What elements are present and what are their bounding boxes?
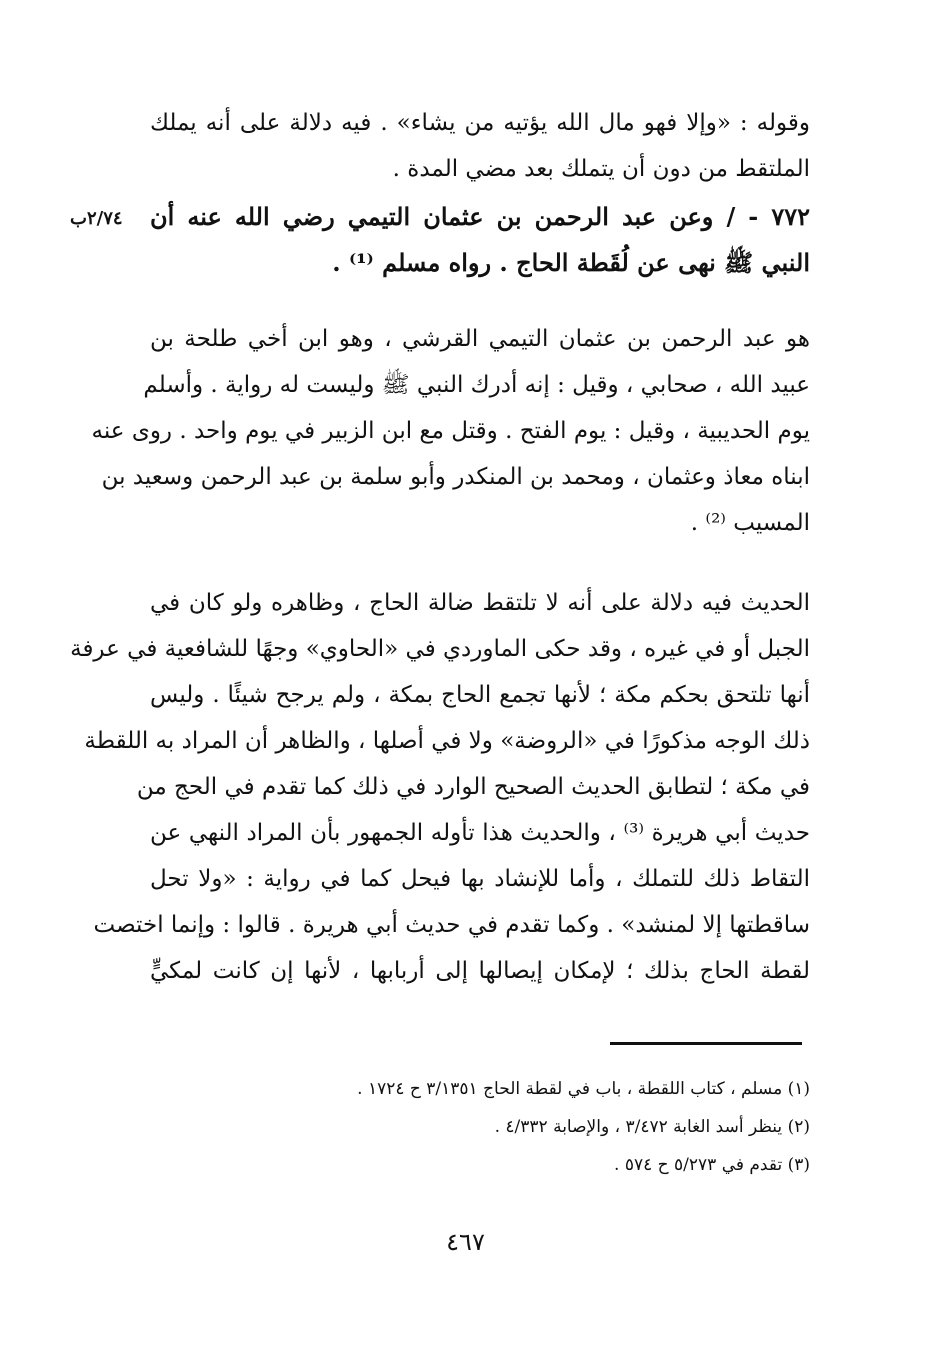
text-line: ابناه معاذ وعثمان ، ومحمد بن المنكدر وأبو سلمة بن عبد الرحمن وسعيد بن [101, 464, 810, 490]
text-line: الحديث فيه دلالة على أنه لا تلتقط ضالة الحاج ، وظاهره ولو كان في [150, 590, 810, 616]
text-line: التقاط ذلك للتملك ، وأما للإنشاد بها فيحل كما في رواية : «ولا تحل [150, 866, 810, 892]
footnote-1: (١) مسلم ، كتاب اللقطة ، باب في لقطة الحاج ٣/١٣٥١ ح ١٧٢٤ . [357, 1079, 810, 1099]
page-number: ٤٦٧ [446, 1228, 485, 1256]
text-line: الجبل أو في غيره ، وقد حكى الماوردي في «الحاوي» وجهًا للشافعية في عرفة [70, 636, 810, 662]
text-line: ساقطتها إلا لمنشد» . وكما تقدم في حديث أبي هريرة . قالوا : وإنما اختصت [93, 912, 810, 938]
text-line: يوم الحديبية ، وقيل : يوم الفتح . وقتل مع ابن الزبير في يوم واحد . روى عنه [91, 418, 810, 444]
hadith-line: النبي ﷺ نهى عن لُقَطة الحاج . رواه مسلم ⁽¹⁾ . [332, 248, 810, 277]
hadith-line: ٧٧٢ - / وعن عبد الرحمن بن عثمان التيمي رضي الله عنه أن [150, 202, 810, 231]
text-line: عبيد الله ، صحابي ، وقيل : إنه أدرك النبي ﷺ وليست له رواية . وأسلم [143, 372, 810, 398]
text-line: حديث أبي هريرة ⁽³⁾ ، والحديث هذا تأوله الجمهور بأن المراد النهي عن [150, 820, 810, 846]
narrator-biography-paragraph [91, 316, 810, 546]
text-line: المسيب ⁽²⁾ . [690, 510, 810, 536]
text-line: وقوله : «وإلا فهو مال الله يؤتيه من يشاء» . فيه دلالة على أنه يملك [150, 110, 810, 136]
footnotes [150, 1070, 810, 1184]
footnote-separator [610, 1042, 802, 1045]
hadith-text [150, 194, 810, 286]
commentary-paragraph-1 [150, 100, 810, 192]
footnote-3: (٣) تقدم في ٥/٢٧٣ ح ٥٧٤ . [614, 1155, 810, 1175]
text-line: أنها تلتحق بحكم مكة ؛ لأنها تجمع الحاج بمكة ، ولم يرجح شيئًا . وليس [150, 682, 810, 708]
commentary-paragraph-2 [70, 580, 810, 994]
manuscript-folio-reference: ٢/٧٤ب [70, 208, 123, 229]
text-line: ذلك الوجه مذكورًا في «الروضة» ولا في أصلها ، والظاهر أن المراد به اللقطة [84, 728, 810, 754]
text-line: لقطة الحاج بذلك ؛ لإمكان إيصالها إلى أربابها ، لأنها إن كانت لمكيٍّ [150, 958, 810, 984]
text-line: هو عبد الرحمن بن عثمان التيمي القرشي ، وهو ابن أخي طلحة بن [150, 326, 810, 352]
text-line: في مكة ؛ لتطابق الحديث الصحيح الوارد في ذلك كما تقدم في الحج من [136, 774, 810, 800]
text-line: الملتقط من دون أن يتملك بعد مضي المدة . [392, 156, 810, 182]
footnote-2: (٢) ينظر أسد الغابة ٣/٤٧٢ ، والإصابة ٤/٣٣٢ . [494, 1117, 810, 1137]
